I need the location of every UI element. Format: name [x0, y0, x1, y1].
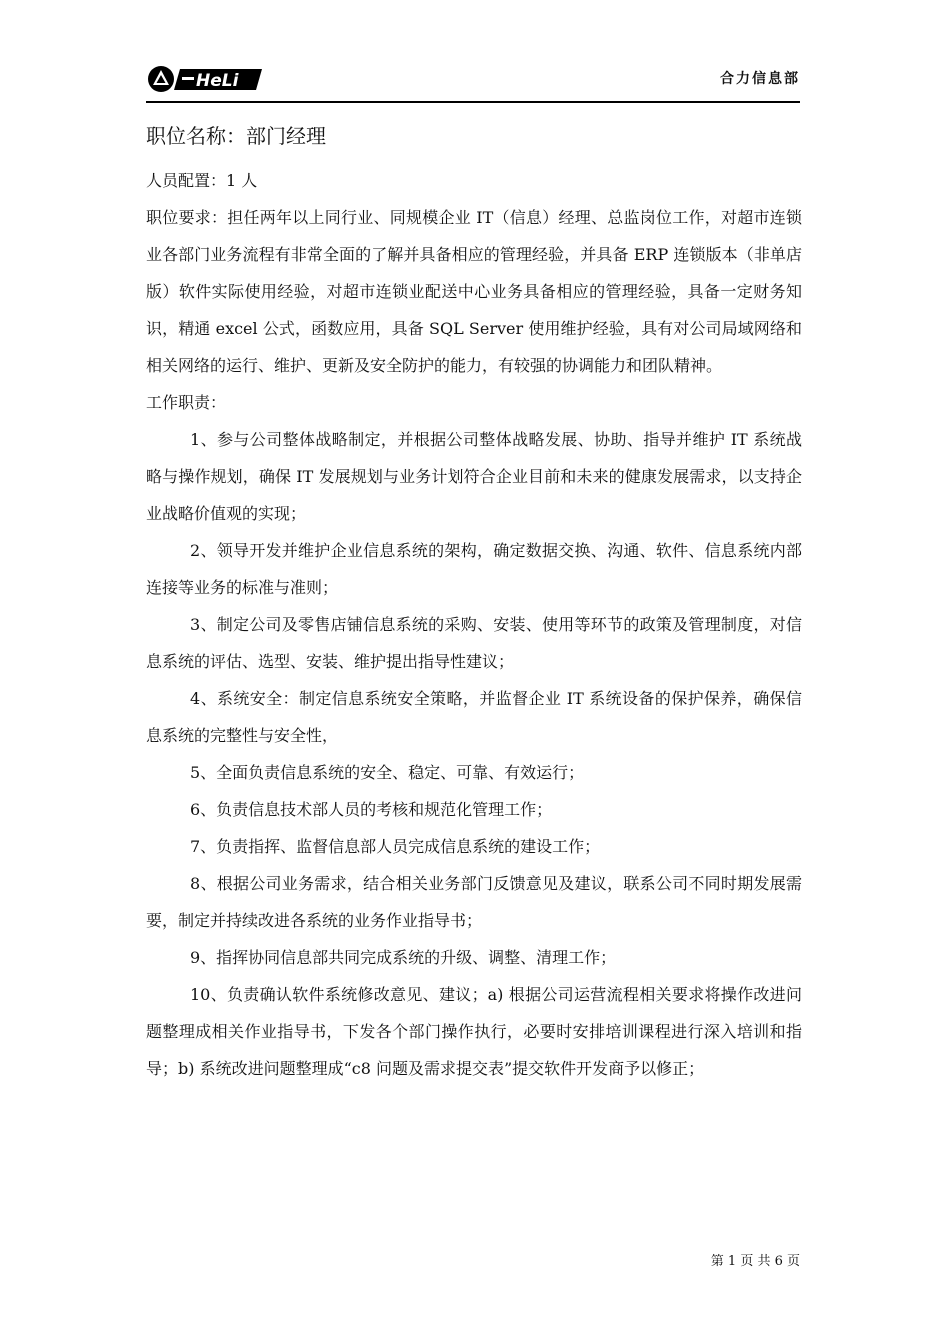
- page-title: 职位名称：部门经理: [146, 124, 326, 148]
- duty-item: 8、根据公司业务需求，结合相关业务部门反馈意见及建议，联系公司不同时期发展需要，制定并持续改进各系统的业务作业指导书；: [146, 874, 802, 930]
- duties-heading: 工作职责：: [146, 393, 227, 412]
- document-body: [146, 116, 802, 1087]
- requirements-paragraph: 职位要求：担任两年以上同行业、同规模企业 IT（信息）经理、总监岗位工作，对超市连锁业各部门业务流程有非常全面的了解并具备相应的管理经验，并具备 ERP 连锁版本（非单店版）软件实际使用经验，对超市连锁业配送中心业务具备相应的管理经验，具备一定财务知识，精通 excel 公式，函数应用，具备 SQL Server 使用维护经验，具有对公司局域网络和相关网络的运行、维护、更新及安全防护的能力，有较强的协调能力和团队精神。: [146, 208, 802, 375]
- duty-item: 10、负责确认软件系统修改意见、建议；a) 根据公司运营流程相关要求将操作改进问题整理成相关作业指导书，下发各个部门操作执行，必要时安排培训课程进行深入培训和指导；b) 系统改进问题整理成“c8 问题及需求提交表”提交软件开发商予以修正；: [146, 985, 802, 1078]
- heli-logo-icon: [146, 63, 264, 95]
- duty-item: 2、领导开发并维护企业信息系统的架构，确定数据交换、沟通、软件、信息系统内部连接等业务的标准与准则；: [146, 541, 802, 597]
- page-header: [0, 0, 950, 110]
- duty-item: 9、指挥协同信息部共同完成系统的升级、调整、清理工作；: [190, 948, 617, 967]
- header-divider: [146, 101, 800, 103]
- duty-item: 5、全面负责信息系统的安全、稳定、可靠、有效运行；: [190, 763, 585, 782]
- duty-item: 6、负责信息技术部人员的考核和规范化管理工作；: [190, 800, 553, 819]
- duty-item: 3、制定公司及零售店铺信息系统的采购、安装、使用等环节的政策及管理制度，对信息系统的评估、选型、安装、维护提出指导性建议；: [146, 615, 802, 671]
- svg-text:HeLi: HeLi: [196, 71, 239, 91]
- page-number: 第 1 页 共 6 页: [710, 1254, 800, 1269]
- department-name: 合力信息部: [720, 71, 800, 87]
- staffing-line: 人员配置：1 人: [146, 171, 258, 190]
- heli-logo: [146, 63, 264, 95]
- duty-item: 4、系统安全：制定信息系统安全策略，并监督企业 IT 系统设备的保护保养，确保信息系统的完整性与安全性，: [146, 689, 802, 745]
- duty-item: 7、负责指挥、监督信息部人员完成信息系统的建设工作；: [190, 837, 601, 856]
- duty-item: 1、参与公司整体战略制定，并根据公司整体战略发展、协助、指导并维护 IT 系统战略与操作规划，确保 IT 发展规划与业务计划符合企业目前和未来的健康发展需求，以支持企业战略价值观的实现；: [146, 430, 802, 523]
